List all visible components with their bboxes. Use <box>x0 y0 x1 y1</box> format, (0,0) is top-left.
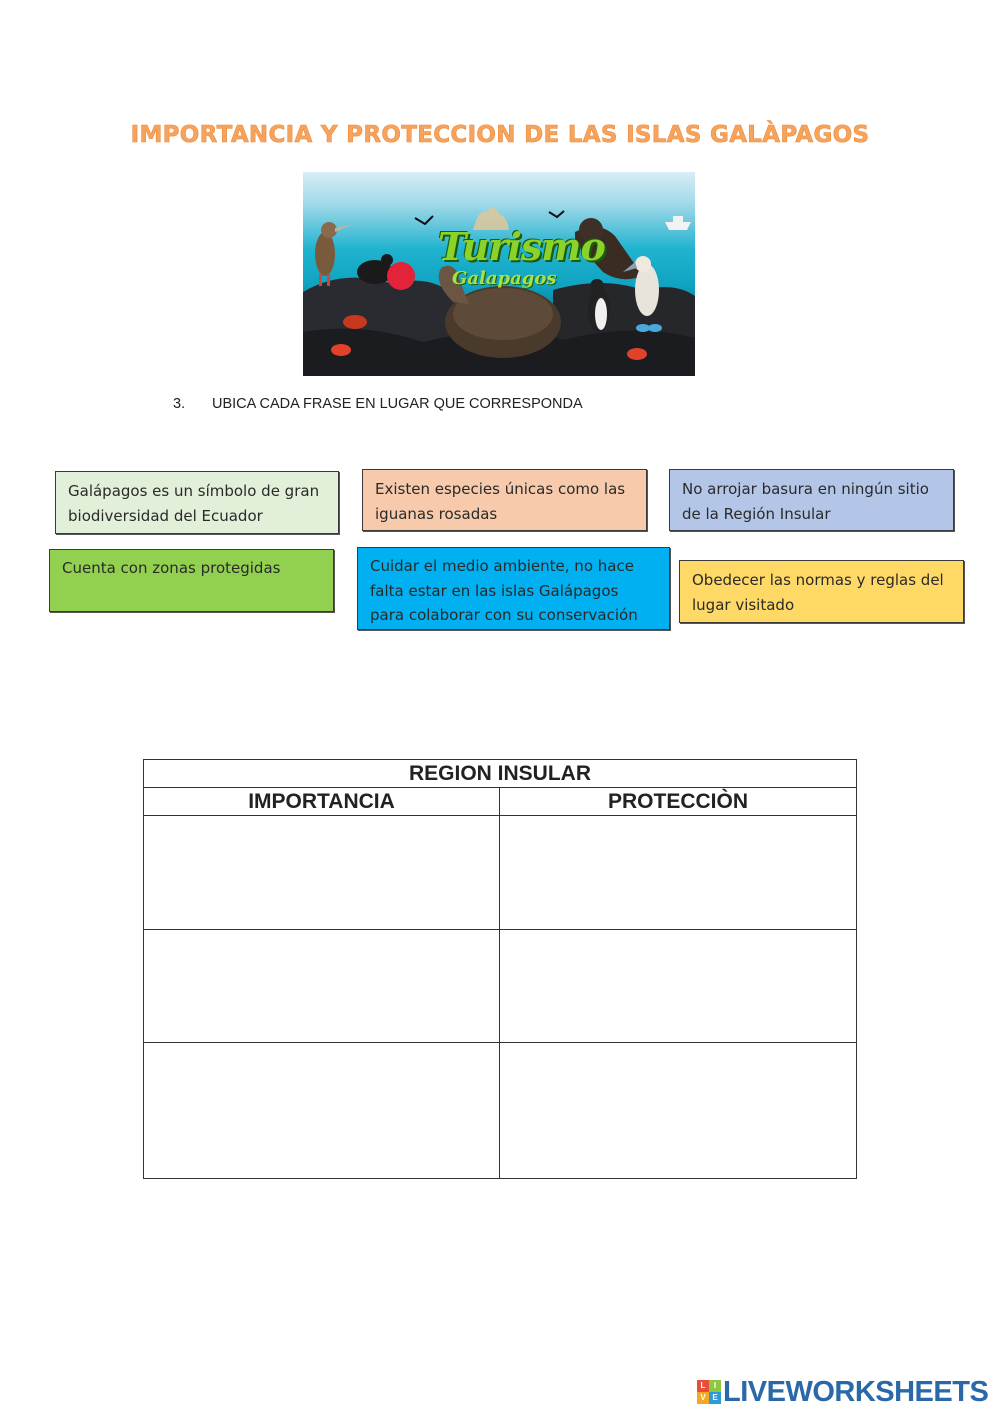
drop-zone-proteccion-3[interactable] <box>500 1043 857 1179</box>
drop-zone-importancia-2[interactable] <box>144 930 500 1043</box>
logo-mark-icon <box>697 1380 721 1404</box>
liveworksheets-logo <box>697 1376 988 1408</box>
draggable-phrase-card[interactable]: Obedecer las normas y reglas del lugar visitado <box>679 560 964 623</box>
draggable-phrase-card[interactable]: Cuidar el medio ambiente, no hace falta estar en las islas Galápagos para colaborar con su conservación <box>357 547 670 630</box>
logo-text: LIVEWORKSHEETS <box>723 1375 989 1408</box>
instruction-number: 3. <box>173 396 186 412</box>
drop-zone-importancia-1[interactable] <box>144 816 500 930</box>
page-title: IMPORTANCIA Y PROTECCION DE LAS ISLAS GALÀPAGOS <box>130 122 870 148</box>
logo-mark-letter: L <box>697 1380 709 1392</box>
drop-zone-proteccion-2[interactable] <box>500 930 857 1043</box>
draggable-phrase-card[interactable]: Galápagos es un símbolo de gran biodiversidad del Ecuador <box>55 471 339 534</box>
instruction-text: UBICA CADA FRASE EN LUGAR QUE CORRESPONDA <box>212 396 583 412</box>
logo-mark-letter: E <box>709 1392 721 1404</box>
logo-mark-letter: I <box>709 1380 721 1392</box>
draggable-phrase-card[interactable]: Existen especies únicas como las iguanas rosadas <box>362 469 647 531</box>
logo-mark-letter: V <box>697 1392 709 1404</box>
instruction <box>173 396 583 412</box>
table-title: REGION INSULAR <box>144 760 857 788</box>
draggable-phrase-card[interactable]: No arrojar basura en ningún sitio de la Región Insular <box>669 469 954 531</box>
draggable-phrase-card[interactable]: Cuenta con zonas protegidas <box>49 549 334 612</box>
drop-zone-importancia-3[interactable] <box>144 1043 500 1179</box>
column-header-importancia: IMPORTANCIA <box>144 788 500 816</box>
region-insular-table <box>143 759 857 1179</box>
banner-subtitle: Galapagos <box>452 268 557 289</box>
galapagos-banner-image <box>303 172 695 376</box>
drop-zone-proteccion-1[interactable] <box>500 816 857 930</box>
column-header-proteccion: PROTECCIÒN <box>500 788 857 816</box>
banner-title: Turismo <box>438 224 605 269</box>
